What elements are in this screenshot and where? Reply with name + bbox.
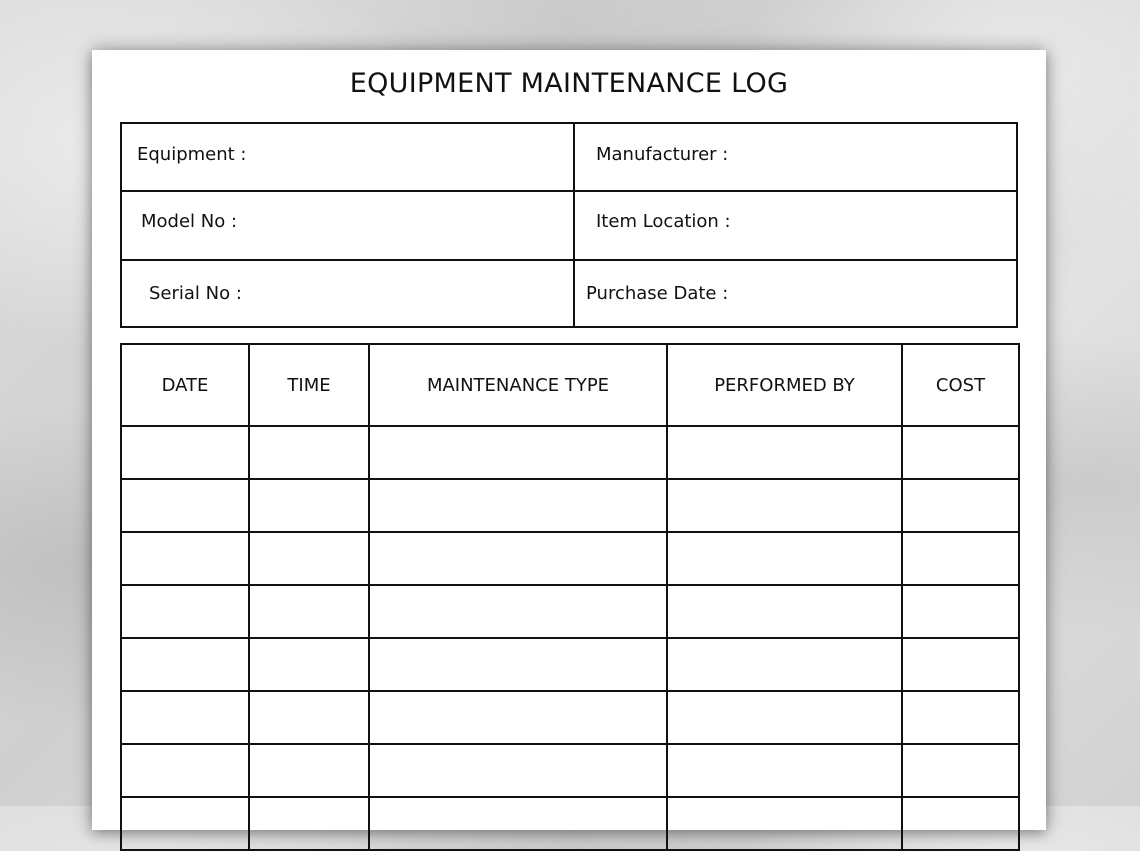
table-cell-maintenance-type[interactable] bbox=[369, 797, 667, 850]
table-cell-time[interactable] bbox=[249, 797, 369, 850]
table-body bbox=[121, 426, 1019, 850]
table-cell-cost[interactable] bbox=[902, 744, 1019, 797]
table-header-row bbox=[121, 344, 1019, 426]
table-row bbox=[121, 638, 1019, 691]
table-cell-date[interactable] bbox=[121, 744, 249, 797]
table-cell-maintenance-type[interactable] bbox=[369, 638, 667, 691]
table-cell-performed-by[interactable] bbox=[667, 797, 902, 850]
table-cell-cost[interactable] bbox=[902, 585, 1019, 638]
table-cell-performed-by[interactable] bbox=[667, 585, 902, 638]
maintenance-log-table bbox=[120, 343, 1020, 851]
table-row bbox=[121, 532, 1019, 585]
table-cell-time[interactable] bbox=[249, 691, 369, 744]
table-cell-performed-by[interactable] bbox=[667, 744, 902, 797]
purchase-date-label: Purchase Date : bbox=[586, 283, 729, 304]
table-cell-cost[interactable] bbox=[902, 532, 1019, 585]
column-header-maintenance-type: MAINTENANCE TYPE bbox=[369, 344, 667, 426]
log-sheet bbox=[92, 50, 1046, 830]
manufacturer-label: Manufacturer : bbox=[596, 144, 729, 165]
table-cell-date[interactable] bbox=[121, 585, 249, 638]
item-location-label: Item Location : bbox=[596, 211, 731, 232]
info-divider-horizontal-2 bbox=[122, 259, 1016, 261]
table-cell-performed-by[interactable] bbox=[667, 426, 902, 479]
table-row bbox=[121, 797, 1019, 850]
table-cell-time[interactable] bbox=[249, 532, 369, 585]
table-row bbox=[121, 479, 1019, 532]
table-cell-time[interactable] bbox=[249, 638, 369, 691]
table-cell-cost[interactable] bbox=[902, 797, 1019, 850]
column-header-time: TIME bbox=[249, 344, 369, 426]
serial-no-label: Serial No : bbox=[149, 283, 242, 304]
table-cell-performed-by[interactable] bbox=[667, 691, 902, 744]
info-divider-vertical bbox=[573, 124, 575, 326]
model-no-label: Model No : bbox=[141, 211, 238, 232]
table-row bbox=[121, 585, 1019, 638]
column-header-date: DATE bbox=[121, 344, 249, 426]
table-cell-maintenance-type[interactable] bbox=[369, 479, 667, 532]
equipment-label: Equipment : bbox=[137, 144, 247, 165]
table-cell-cost[interactable] bbox=[902, 691, 1019, 744]
table-cell-time[interactable] bbox=[249, 479, 369, 532]
table-cell-maintenance-type[interactable] bbox=[369, 691, 667, 744]
table-cell-performed-by[interactable] bbox=[667, 479, 902, 532]
table-cell-maintenance-type[interactable] bbox=[369, 532, 667, 585]
table-cell-date[interactable] bbox=[121, 426, 249, 479]
table-cell-cost[interactable] bbox=[902, 426, 1019, 479]
table-cell-date[interactable] bbox=[121, 797, 249, 850]
table-cell-date[interactable] bbox=[121, 532, 249, 585]
table-cell-date[interactable] bbox=[121, 638, 249, 691]
table-cell-maintenance-type[interactable] bbox=[369, 585, 667, 638]
table-row bbox=[121, 691, 1019, 744]
table-cell-date[interactable] bbox=[121, 479, 249, 532]
table-cell-date[interactable] bbox=[121, 691, 249, 744]
column-header-performed-by: PERFORMED BY bbox=[667, 344, 902, 426]
table-cell-time[interactable] bbox=[249, 744, 369, 797]
page-title: EQUIPMENT MAINTENANCE LOG bbox=[349, 68, 789, 99]
table-row bbox=[121, 426, 1019, 479]
table-cell-cost[interactable] bbox=[902, 479, 1019, 532]
table-cell-performed-by[interactable] bbox=[667, 532, 902, 585]
equipment-info-box bbox=[120, 122, 1018, 328]
table-cell-maintenance-type[interactable] bbox=[369, 426, 667, 479]
table-cell-cost[interactable] bbox=[902, 638, 1019, 691]
table-cell-performed-by[interactable] bbox=[667, 638, 902, 691]
info-divider-horizontal-1 bbox=[122, 190, 1016, 192]
table-cell-time[interactable] bbox=[249, 585, 369, 638]
table-cell-time[interactable] bbox=[249, 426, 369, 479]
column-header-cost: COST bbox=[902, 344, 1019, 426]
table-cell-maintenance-type[interactable] bbox=[369, 744, 667, 797]
table-row bbox=[121, 744, 1019, 797]
